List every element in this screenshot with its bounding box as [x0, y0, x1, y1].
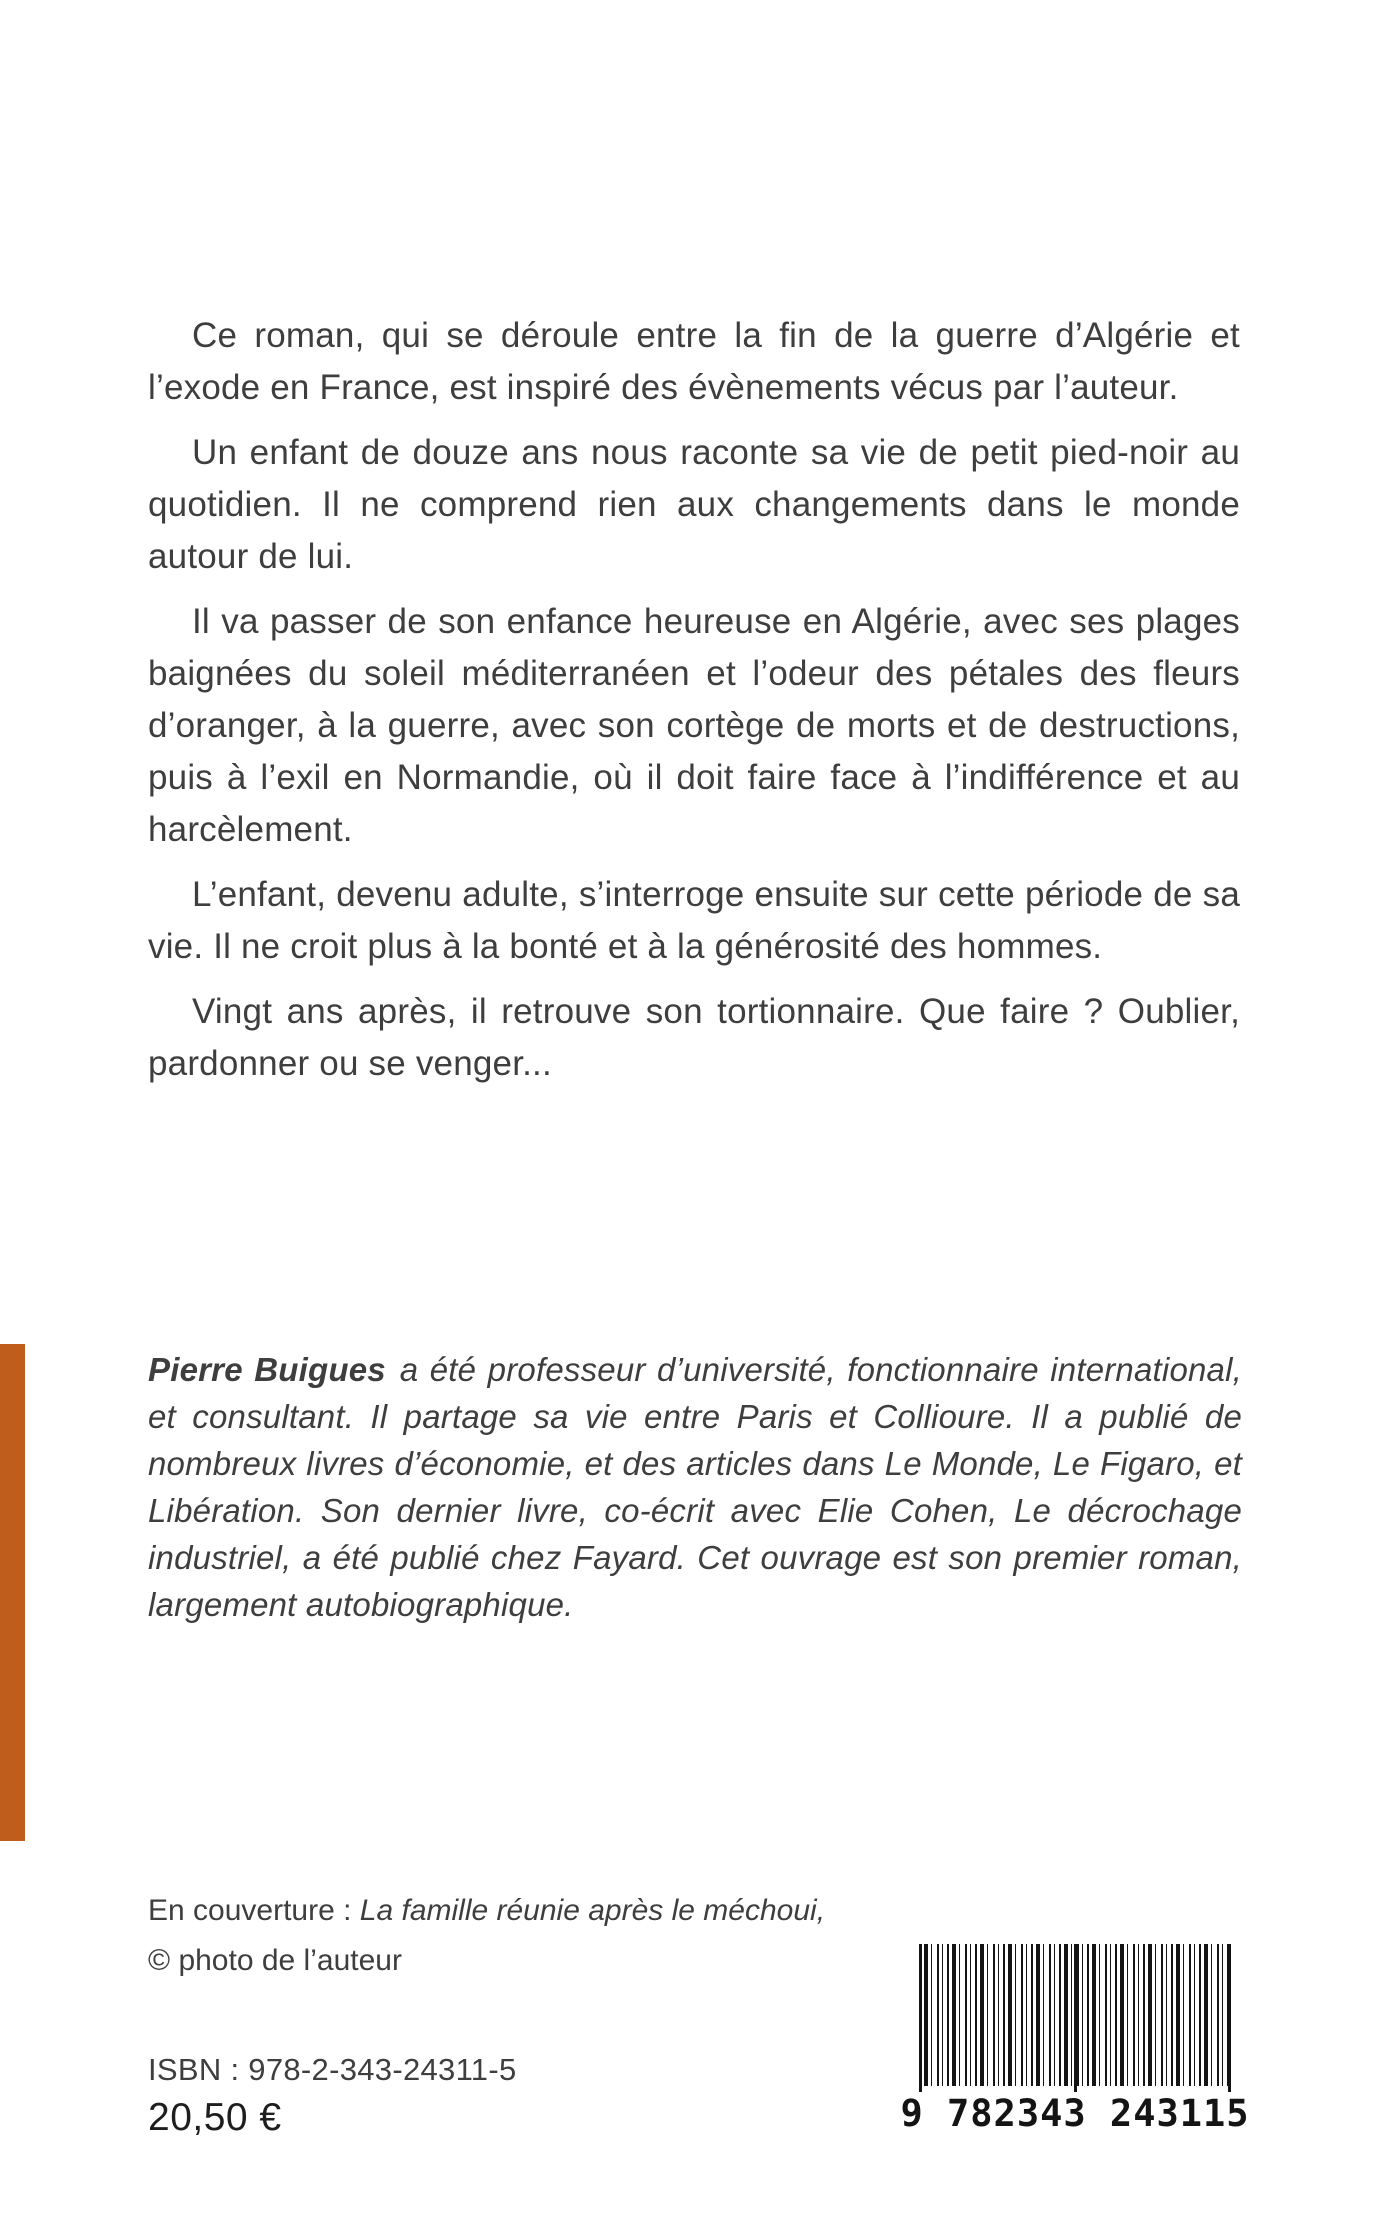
synopsis-paragraph: L’enfant, devenu adulte, s’interroge ensuite sur cette période de sa vie. Il ne croit plus à la bonté et à la générosité des hommes. [148, 875, 1240, 966]
copyright-line: © photo de l’auteur [148, 1944, 402, 1977]
synopsis-paragraph: Un enfant de douze ans nous raconte sa vie de petit pied-noir au quotidien. Il ne comprend rien aux changements dans le monde autour de lui. [148, 433, 1240, 576]
accent-bar [0, 1344, 25, 1841]
author-bio-text: a été professeur d’université, fonctionnaire international, et consultant. Il partage sa vie entre Paris et Collioure. Il a publié de nombreux livres d’économie, et des articles dans Le Monde, Le Figaro, et Libération. Son dernier livre, co-écrit avec Elie Cohen, Le décrochage industriel, a été publié chez Fayard. Cet ouvrage est son premier roman, largement autobiographique. [148, 1351, 1242, 1623]
synopsis-paragraph: Il va passer de son enfance heureuse en Algérie, avec ses plages baignées du soleil méditerranéen et l’odeur des pétales des fleurs d’oranger, à la guerre, avec son cortège de morts et de destructions, puis à l’exil en Normandie, où il doit faire face à l’indifférence et au harcèlement. [148, 602, 1240, 849]
author-name: Pierre Buigues [148, 1351, 386, 1388]
barcode [900, 1944, 1250, 2142]
barcode-digits: 9 782343 243115 [896, 2092, 1253, 2135]
cover-credit-title: La famille réunie après le méchoui, [359, 1894, 826, 1927]
cover-credit-line [148, 1886, 908, 1936]
author-bio [148, 1346, 1242, 1628]
synopsis [148, 310, 1240, 1090]
isbn-text: ISBN : 978-2-343-24311-5 [148, 2052, 517, 2087]
price-text: 20,50 € [148, 2096, 282, 2139]
cover-credit-prefix: En couverture : [148, 1894, 360, 1927]
barcode-digits-row [900, 2084, 1250, 2142]
synopsis-paragraph: Ce roman, qui se déroule entre la fin de la guerre d’Algérie et l’exode en France, est inspiré des évènements vécus par l’auteur. [148, 316, 1240, 407]
cover-credit [148, 1886, 908, 1986]
synopsis-paragraph: Vingt ans après, il retrouve son tortionnaire. Que faire ? Oublier, pardonner ou se venger... [148, 992, 1240, 1083]
